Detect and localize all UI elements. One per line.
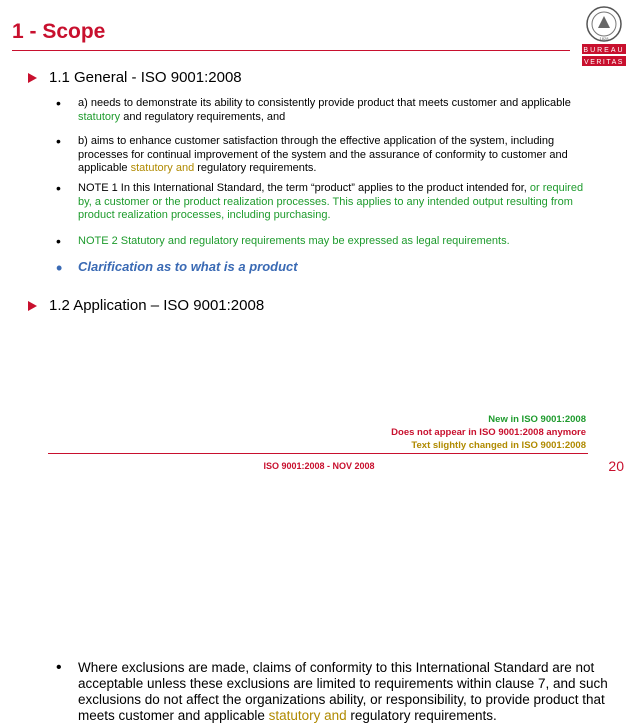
legend-changed: Text slightly changed in ISO 9001:2008 <box>411 440 586 451</box>
footer-text: ISO 9001:2008 - NOV 2008 <box>263 461 375 471</box>
section-heading: 1.2 Application – ISO 9001:2008 <box>49 297 265 314</box>
bullet-icon: • <box>56 95 61 111</box>
triangle-bullet-icon <box>28 301 37 311</box>
bullet-icon: • <box>56 659 62 676</box>
title-divider <box>12 50 570 51</box>
page-number: 20 <box>608 458 624 474</box>
list-item: • NOTE 1 In this International Standard, the term “product” applies to the product intended for, or required by, a customer or the product realization processes. This applies to any intended output resulting from product realization processes, including purchasing. <box>56 180 584 221</box>
list-item: • b) aims to enhance customer satisfaction through the effective application of the system, including processes for continual improvement of the system and the assurance of conformity to customer and applicable statutory and regulatory requirements. <box>56 133 568 174</box>
list-item <box>56 260 596 276</box>
color-legend <box>391 413 586 452</box>
logo-line-2: VERITAS <box>584 59 624 66</box>
list-item: • NOTE 2 Statutory and regulatory requirements may be expressed as legal requirements. <box>56 233 510 249</box>
bullet-icon: • <box>56 258 63 278</box>
section-heading: 1.1 General - ISO 9001:2008 <box>49 69 242 86</box>
logo-line-1: BUREAU <box>583 47 625 54</box>
footer-divider <box>48 453 588 454</box>
clarification-text: Clarification as to what is a product <box>78 259 298 274</box>
triangle-bullet-icon <box>28 73 37 83</box>
bureau-veritas-logo <box>578 4 630 70</box>
list-item: • Where exclusions are made, claims of conformity to this International Standard are not acceptable unless these exclusions are limited to requirements within clause 7, and such exclusions do not affect the organizations ability, or responsibility, to provide product that meets customer and applicable statutory and regulatory requirements. <box>56 659 608 723</box>
bullet-icon: • <box>56 180 61 196</box>
logo-year: 1828 <box>599 36 609 41</box>
bullet-icon: • <box>56 233 61 249</box>
page-title: 1 - Scope <box>12 20 106 43</box>
legend-removed: Does not appear in ISO 9001:2008 anymore <box>391 427 586 438</box>
list-item: • a) needs to demonstrate its ability to consistently provide product that meets customer and applicable statutory and regulatory requirements, and <box>56 95 571 123</box>
section-application <box>30 297 264 314</box>
section-general <box>30 69 242 86</box>
bullet-icon: • <box>56 133 61 149</box>
legend-new: New in ISO 9001:2008 <box>488 414 586 425</box>
